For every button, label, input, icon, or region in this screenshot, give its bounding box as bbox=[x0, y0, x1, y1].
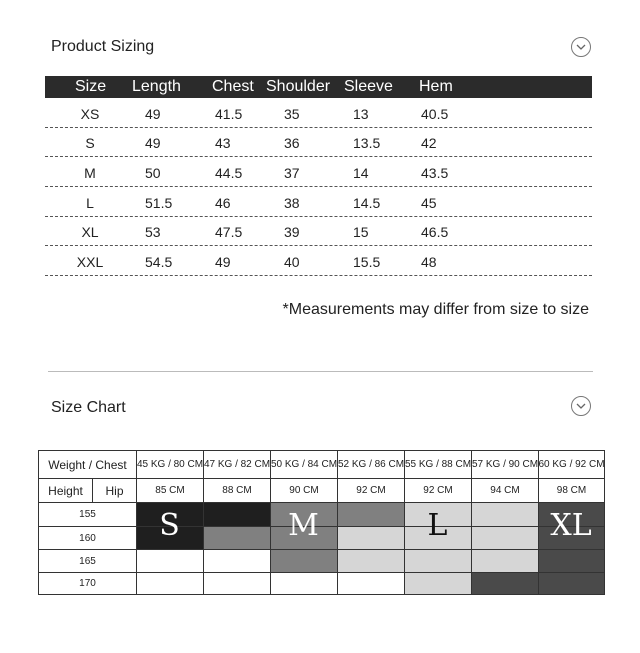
size-fill-cell bbox=[471, 572, 539, 595]
weight-chest-label: Weight / Chest bbox=[38, 450, 137, 479]
product-sizing-toggle[interactable] bbox=[571, 37, 591, 57]
cell-sleeve: 15 bbox=[353, 224, 369, 240]
size-fill-cell bbox=[471, 549, 539, 573]
column-header-hem: Hem bbox=[419, 78, 453, 95]
size-fill-cell bbox=[404, 572, 472, 595]
hip-cell: 85 CM bbox=[136, 478, 204, 503]
cell-chest: 41.5 bbox=[215, 106, 243, 122]
chevron-down-icon bbox=[576, 403, 586, 410]
hip-label: Hip bbox=[92, 478, 137, 503]
cell-length: 49 bbox=[145, 106, 161, 122]
cell-shoulder: 37 bbox=[284, 165, 300, 181]
cell-hem: 43.5 bbox=[421, 165, 449, 181]
cell-size: M bbox=[84, 165, 96, 181]
product-sizing-title: Product Sizing bbox=[51, 38, 155, 55]
size-fill-cell bbox=[203, 526, 271, 550]
cell-hem: 45 bbox=[421, 195, 437, 211]
hip-cell: 94 CM bbox=[471, 478, 539, 503]
cell-chest: 46 bbox=[215, 195, 231, 211]
size-fill-cell bbox=[203, 549, 271, 573]
cell-hem: 42 bbox=[421, 135, 437, 151]
cell-length: 50 bbox=[145, 165, 161, 181]
cell-chest: 44.5 bbox=[215, 165, 243, 181]
hip-cell: 92 CM bbox=[404, 478, 472, 503]
cell-chest: 43 bbox=[215, 135, 231, 151]
cell-length: 49 bbox=[145, 135, 161, 151]
column-header-sleeve: Sleeve bbox=[344, 78, 393, 95]
cell-shoulder: 38 bbox=[284, 195, 300, 211]
hip-cell: 88 CM bbox=[203, 478, 271, 503]
table-row bbox=[45, 158, 592, 187]
weight-chest-cell: 60 KG / 92 CM bbox=[538, 450, 605, 479]
weight-chest-cell: 55 KG / 88 CM bbox=[404, 450, 472, 479]
weight-chest-cell: 45 KG / 80 CM bbox=[136, 450, 204, 479]
size-fill-cell bbox=[337, 526, 405, 550]
cell-hem: 46.5 bbox=[421, 224, 449, 240]
cell-sleeve: 14.5 bbox=[353, 195, 381, 211]
section-divider bbox=[48, 371, 593, 372]
size-band-label: S bbox=[159, 508, 180, 543]
size-band-label: M bbox=[288, 508, 319, 543]
cell-length: 54.5 bbox=[145, 254, 173, 270]
size-chart-title: Size Chart bbox=[51, 399, 126, 416]
cell-hem: 48 bbox=[421, 254, 437, 270]
cell-chest: 49 bbox=[215, 254, 231, 270]
cell-size: S bbox=[85, 135, 95, 151]
cell-chest: 47.5 bbox=[215, 224, 243, 240]
table-row bbox=[45, 247, 592, 276]
cell-shoulder: 39 bbox=[284, 224, 300, 240]
size-fill-cell bbox=[270, 572, 338, 595]
size-fill-cell bbox=[203, 502, 271, 527]
size-fill-cell bbox=[136, 572, 204, 595]
table-row bbox=[45, 188, 592, 217]
size-chart-toggle[interactable] bbox=[571, 396, 591, 416]
size-fill-cell bbox=[538, 572, 605, 595]
cell-shoulder: 35 bbox=[284, 106, 300, 122]
height-label: Height bbox=[38, 478, 93, 503]
cell-shoulder: 36 bbox=[284, 135, 300, 151]
cell-sleeve: 13 bbox=[353, 106, 369, 122]
table-row bbox=[45, 128, 592, 157]
hip-cell: 90 CM bbox=[270, 478, 338, 503]
measurement-note: *Measurements may differ from size to size bbox=[282, 301, 589, 318]
hip-cell: 98 CM bbox=[538, 478, 605, 503]
column-header-shoulder: Shoulder bbox=[266, 78, 331, 95]
size-fill-cell bbox=[538, 549, 605, 573]
table-row bbox=[45, 217, 592, 246]
size-fill-cell bbox=[337, 502, 405, 527]
size-fill-cell bbox=[337, 549, 405, 573]
cell-length: 53 bbox=[145, 224, 161, 240]
height-cell: 170 bbox=[38, 572, 137, 595]
size-fill-cell bbox=[471, 502, 539, 527]
height-cell: 160 bbox=[38, 526, 137, 550]
cell-size: XXL bbox=[76, 254, 104, 270]
weight-chest-cell: 52 KG / 86 CM bbox=[337, 450, 405, 479]
cell-sleeve: 15.5 bbox=[353, 254, 381, 270]
size-band-label: L bbox=[427, 508, 448, 543]
cell-shoulder: 40 bbox=[284, 254, 300, 270]
sizing-table-header bbox=[45, 76, 592, 98]
size-fill-cell bbox=[471, 526, 539, 550]
column-header-size: Size bbox=[75, 78, 107, 95]
weight-chest-cell: 50 KG / 84 CM bbox=[270, 450, 338, 479]
weight-chest-cell: 47 KG / 82 CM bbox=[203, 450, 271, 479]
height-cell: 155 bbox=[38, 502, 137, 527]
cell-size: XS bbox=[80, 106, 100, 122]
height-cell: 165 bbox=[38, 549, 137, 573]
cell-sleeve: 13.5 bbox=[353, 135, 381, 151]
hip-cell: 92 CM bbox=[337, 478, 405, 503]
weight-chest-cell: 57 KG / 90 CM bbox=[471, 450, 539, 479]
size-fill-cell bbox=[136, 549, 204, 573]
size-band-label: XL bbox=[550, 508, 592, 543]
column-header-length: Length bbox=[132, 78, 181, 95]
table-row bbox=[45, 99, 592, 128]
chevron-down-icon bbox=[576, 44, 586, 51]
size-fill-cell bbox=[203, 572, 271, 595]
size-fill-cell bbox=[337, 572, 405, 595]
size-fill-cell bbox=[404, 549, 472, 573]
cell-length: 51.5 bbox=[145, 195, 173, 211]
cell-sleeve: 14 bbox=[353, 165, 369, 181]
cell-hem: 40.5 bbox=[421, 106, 449, 122]
cell-size: XL bbox=[81, 224, 99, 240]
size-fill-cell bbox=[270, 549, 338, 573]
cell-size: L bbox=[86, 195, 94, 211]
column-header-chest: Chest bbox=[212, 78, 254, 95]
